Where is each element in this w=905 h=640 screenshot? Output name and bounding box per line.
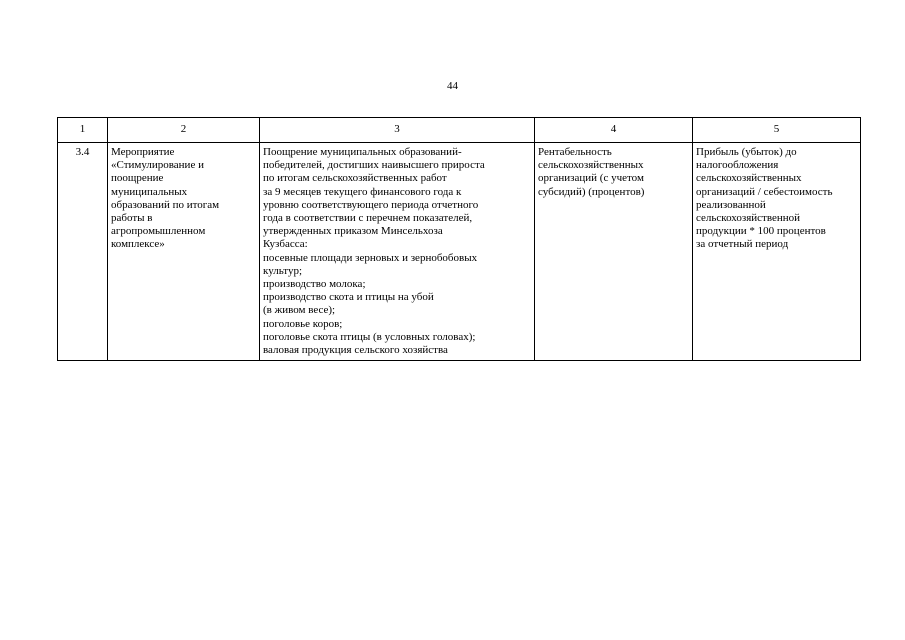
description-line: Поощрение муниципальных образований- xyxy=(263,146,462,158)
formula-line: реализованной xyxy=(696,198,766,211)
table-header-row xyxy=(58,118,861,143)
event-name-line: муниципальных xyxy=(111,185,188,198)
description-line: утвержденных приказом Минсельхоза xyxy=(263,225,443,238)
table-row xyxy=(58,143,861,361)
formula-line: за отчетный период xyxy=(696,238,789,251)
description-line: производство скота и птицы на убой xyxy=(263,291,434,304)
formula-line: организаций / себестоимость xyxy=(696,185,833,198)
description-line: посевные площади зерновых и зернобобовых xyxy=(263,251,478,264)
document-table xyxy=(57,117,861,361)
description-line: победителей, достигших наивысшего прироста xyxy=(263,159,485,172)
event-name-line: поощрение xyxy=(111,172,164,185)
formula-cell xyxy=(693,143,861,361)
description-line: (в живом весе); xyxy=(263,304,336,317)
description-line: культур; xyxy=(263,264,303,277)
event-name-line: «Стимулирование и xyxy=(111,159,204,172)
description-line: производство молока; xyxy=(263,278,366,291)
description-line: года в соответствии с перечнем показателей, xyxy=(263,212,473,225)
description-line: уровню соответствующего периода отчетного xyxy=(263,198,479,211)
description-line: Кузбасса: xyxy=(263,238,308,251)
event-name-line: Мероприятие xyxy=(111,146,175,158)
description-cell xyxy=(260,143,535,361)
indicator-line: Рентабельность xyxy=(538,146,612,158)
header-col-3: 3 xyxy=(260,118,535,143)
formula-line: налогообложения xyxy=(696,159,779,172)
formula-line: сельскохозяйственной xyxy=(696,212,801,225)
description-line: поголовье коров; xyxy=(263,317,343,330)
description-line: за 9 месяцев текущего финансового года к xyxy=(263,185,462,198)
header-col-2: 2 xyxy=(108,118,260,143)
header-col-4: 4 xyxy=(535,118,693,143)
indicator-cell xyxy=(535,143,693,361)
header-col-5: 5 xyxy=(693,118,861,143)
event-name-cell xyxy=(108,143,260,361)
description-line: валовая продукция сельского хозяйства xyxy=(263,344,448,357)
event-name-line: образований по итогам xyxy=(111,198,220,211)
formula-line: продукции * 100 процентов xyxy=(696,225,826,238)
description-line: по итогам сельскохозяйственных работ xyxy=(263,172,447,185)
formula-line: Прибыль (убыток) до xyxy=(696,146,797,158)
event-name-line: агропромышленном xyxy=(111,225,206,238)
page-number: 44 xyxy=(447,80,458,92)
indicator-line: субсидий) (процентов) xyxy=(538,185,645,198)
event-name-line: работы в xyxy=(111,212,153,225)
description-line: поголовье скота птицы (в условных головах); xyxy=(263,330,476,343)
event-name-line: комплексе» xyxy=(111,238,165,251)
indicator-line: сельскохозяйственных xyxy=(538,159,644,172)
formula-line: сельскохозяйственных xyxy=(696,172,802,185)
row-number-cell: 3.4 xyxy=(58,143,108,361)
indicator-line: организаций (с учетом xyxy=(538,172,644,185)
header-col-1: 1 xyxy=(58,118,108,143)
